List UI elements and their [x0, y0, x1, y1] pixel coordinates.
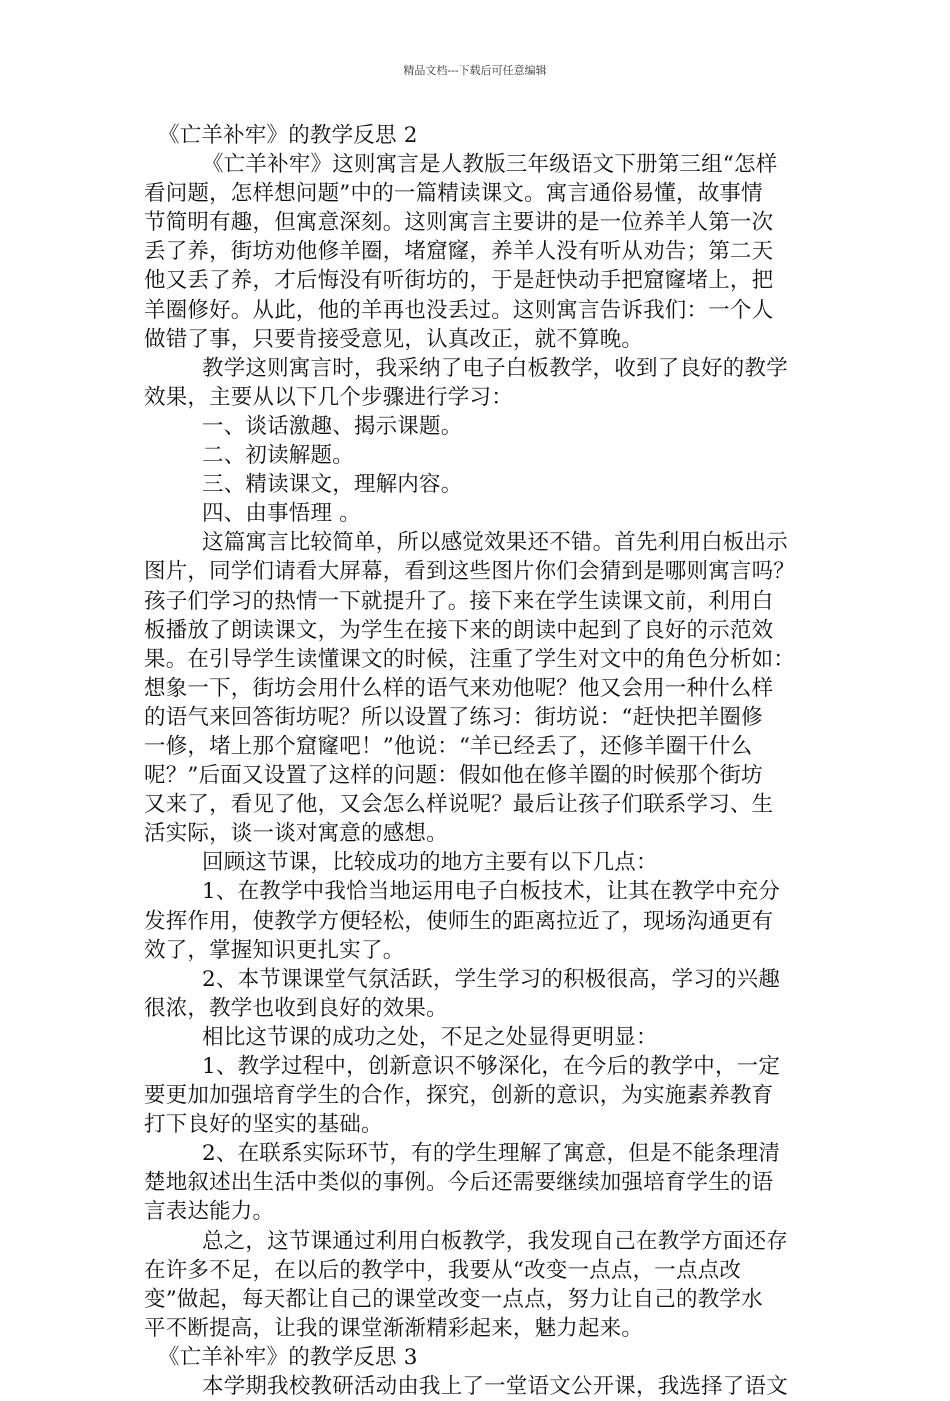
paragraph-line: 丢了养，街坊劝他修羊圈，堵窟窿，养羊人没有听从劝告；第二天: [144, 239, 774, 265]
paragraph-line: 要更加加强培育学生的合作，探究，创新的意识，为实施素养教育: [144, 1083, 774, 1109]
page-header-watermark: 精品文档---下载后可任意编辑: [403, 64, 547, 77]
list-item: 1、在教学中我恰当地运用电子白板技术，让其在教学中充分: [202, 879, 781, 905]
section-title: 《亡羊补牢》的教学反思 2: [158, 123, 418, 148]
paragraph-line: 打下良好的坚实的基础。: [144, 1112, 383, 1138]
paragraph-line: 相比这节课的成功之处，不足之处显得更明显：: [202, 1024, 658, 1050]
paragraph-line: 很浓，教学也收到良好的效果。: [144, 995, 448, 1021]
paragraph-line: 变”做起，每天都让自己的课堂改变一点点，努力让自己的教学水: [144, 1286, 763, 1312]
list-item: 一、谈话激趣、揭示课题。: [202, 413, 463, 439]
paragraph-line: 呢？”后面又设置了这样的问题：假如他在修羊圈的时候那个街坊: [144, 763, 763, 789]
paragraph-line: 平不断提高，让我的课堂渐渐精彩起来，魅力起来。: [144, 1315, 644, 1341]
paragraph-line: 在许多不足，在以后的教学中，我要从“改变一点点，一点点改: [144, 1257, 742, 1283]
paragraph-line: 一修，堵上那个窟窿吧！”他说：“羊已经丢了，还修羊圈干什么: [144, 733, 753, 759]
paragraph-line: 羊圈修好。从此，他的羊再也没丢过。这则寓言告诉我们：一个人: [144, 297, 774, 323]
paragraph-line: 节简明有趣，但寓意深刻。这则寓言主要讲的是一位养羊人第一次: [144, 210, 774, 236]
paragraph-line: 活实际，谈一谈对寓意的感想。: [144, 821, 448, 847]
list-item: 三、精读课文，理解内容。: [202, 472, 463, 498]
paragraph-line: 总之，这节课通过利用白板教学，我发现自己在教学方面还存: [202, 1228, 788, 1254]
list-item: 四、由事悟理 。: [202, 501, 361, 527]
paragraph-line: 看问题，怎样想问题”中的一篇精读课文。寓言通俗易懂，故事情: [144, 181, 763, 207]
paragraph-line: 本学期我校教研活动由我上了一堂语文公开课，我选择了语文: [202, 1374, 788, 1400]
paragraph-line: 这篇寓言比较简单，所以感觉效果还不错。首先利用白板出示: [202, 530, 788, 556]
list-item: 1、教学过程中，创新意识不够深化，在今后的教学中，一定: [202, 1054, 781, 1079]
paragraph-line: 孩子们学习的热情一下就提升了。接下来在学生读课文前，利用白: [144, 588, 774, 614]
paragraph-line: 果。在引导学生读懂课文的时候，注重了学生对文中的角色分析如：: [144, 646, 796, 672]
paragraph-line: 楚地叙述出生活中类似的事例。今后还需要继续加强培育学生的语: [144, 1170, 774, 1196]
paragraph-line: 图片，同学们请看大屏幕，看到这些图片你们会猜到是哪则寓言吗？: [144, 559, 796, 585]
paragraph-line: 他又丢了养，才后悔没有听街坊的，于是赶快动手把窟窿堵上，把: [144, 268, 774, 294]
paragraph-line: 《亡羊补牢》这则寓言是人教版三年级语文下册第三组“怎样: [202, 152, 778, 178]
paragraph-line: 又来了，看见了他，又会怎么样说呢？最后让孩子们联系学习、生: [144, 792, 774, 818]
paragraph-line: 的语气来回答街坊呢？所以设置了练习：街坊说：“赶快把羊圈修: [144, 704, 763, 730]
list-item: 2、在联系实际环节，有的学生理解了寓意，但是不能条理清: [202, 1141, 781, 1167]
paragraph-line: 效了，掌握知识更扎实了。: [144, 937, 405, 963]
list-item: 二、初读解题。: [202, 443, 354, 469]
paragraph-line: 回顾这节课，比较成功的地方主要有以下几点：: [202, 850, 658, 876]
paragraph-line: 板播放了朗读课文，为学生在接下来的朗读中起到了良好的示范效: [144, 617, 774, 643]
paragraph-line: 做错了事，只要肯接受意见，认真改正，就不算晚。: [144, 326, 644, 352]
paragraph-line: 想象一下，街坊会用什么样的语气来劝他呢？他又会用一种什么样: [144, 675, 774, 701]
document-body: [144, 121, 834, 1401]
section-title: 《亡羊补牢》的教学反思 3: [158, 1344, 418, 1370]
paragraph-line: 教学这则寓言时，我采纳了电子白板教学，收到了良好的教学: [202, 355, 788, 381]
paragraph-line: 效果，主要从以下几个步骤进行学习：: [144, 384, 513, 410]
paragraph-line: 发挥作用，使教学方便轻松，使师生的距离拉近了，现场沟通更有: [144, 908, 774, 934]
paragraph-line: 言表达能力。: [144, 1199, 275, 1225]
list-item: 2、本节课课堂气氛活跃，学生学习的积极很高，学习的兴趣: [202, 966, 781, 992]
